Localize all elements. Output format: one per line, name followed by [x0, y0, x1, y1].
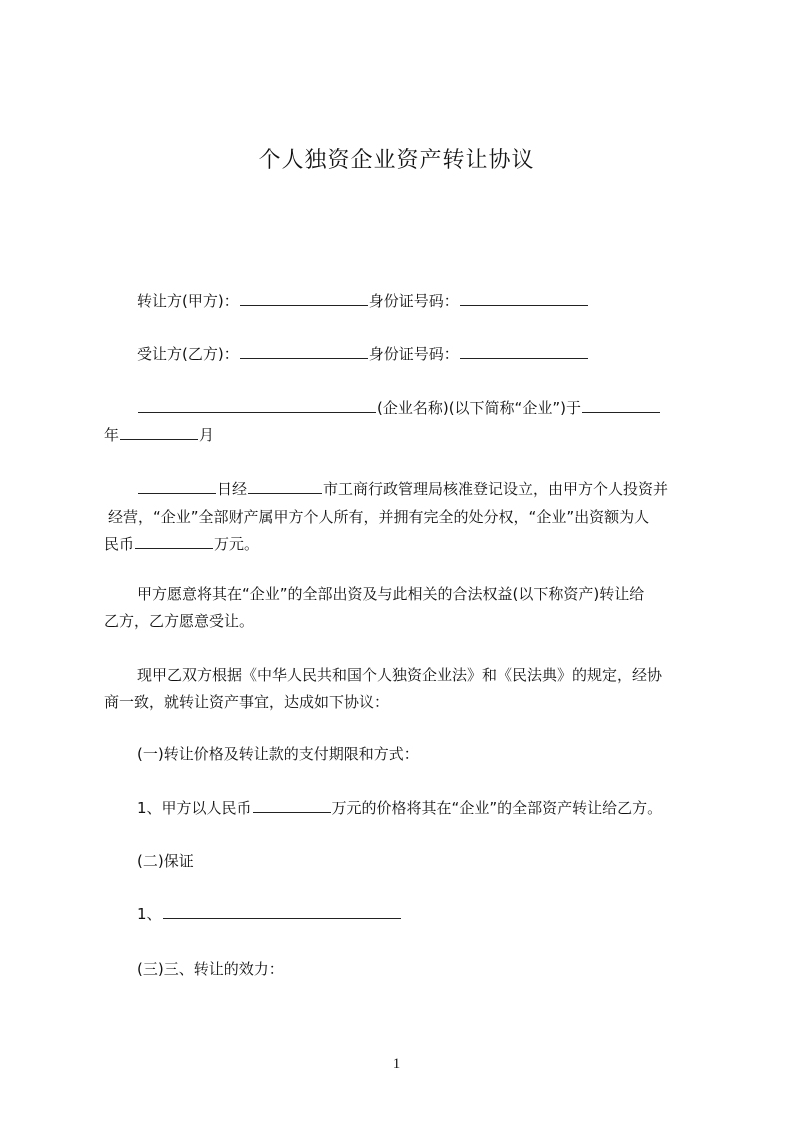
guarantee-prefix: 1、	[137, 905, 162, 923]
paragraph-1-line-1	[137, 398, 661, 418]
capital-amount-blank[interactable]	[135, 534, 213, 549]
day-label: 日经	[217, 480, 248, 498]
section-1-heading: (一)转让价格及转让款的支付期限和方式：	[137, 745, 419, 763]
paragraph-1-line-2	[104, 425, 214, 445]
capital-unit: 万元。	[214, 535, 260, 553]
day-blank[interactable]	[138, 479, 216, 494]
section-3-heading: (三)三、转让的效力：	[137, 960, 284, 978]
transferee-label: 受让方(乙方)：	[137, 345, 239, 363]
transferee-id-blank[interactable]	[460, 344, 588, 359]
transferor-id-blank[interactable]	[460, 291, 588, 306]
paragraph-2-line-1	[137, 479, 668, 499]
city-blank[interactable]	[248, 479, 322, 494]
company-name-text: (企业名称)(以下简称“企业”)于	[377, 399, 581, 417]
year-label: 年	[104, 426, 120, 444]
section-1-item-1	[137, 798, 662, 818]
company-name-blank[interactable]	[138, 398, 376, 413]
year-blank[interactable]	[582, 398, 660, 413]
transferee-id-label: 身份证号码：	[368, 345, 459, 363]
price-amount-blank[interactable]	[253, 798, 331, 813]
transferee-name-blank[interactable]	[240, 344, 368, 359]
paragraph-4-line-1: 现甲乙双方根据《中华人民共和国个人独资企业法》和《民法典》的规定，经协	[137, 666, 663, 684]
section-2-heading: (二)保证	[137, 852, 194, 870]
month-label: 月	[199, 426, 215, 444]
transferor-label: 转让方(甲方)：	[137, 292, 239, 310]
paragraph-2-line-3	[104, 534, 259, 554]
paragraph-3-line-1: 甲方愿意将其在“企业”的全部出资及与此相关的合法权益(以下称资产)转让给	[137, 585, 645, 603]
paragraph-4-line-2: 商一致，就转让资产事宜，达成如下协议：	[104, 693, 390, 711]
bureau-text: 市工商行政管理局核准登记设立，由甲方个人投资并	[323, 480, 669, 498]
rmb-label: 民币	[104, 535, 135, 553]
paragraph-3-line-2: 乙方，乙方愿意受让。	[104, 612, 255, 630]
transferor-line	[137, 291, 589, 311]
price-suffix: 万元的价格将其在“企业”的全部资产转让给乙方。	[331, 799, 663, 817]
transferee-line	[137, 344, 589, 364]
month-blank[interactable]	[120, 425, 198, 440]
page-number: 1	[392, 1056, 401, 1072]
paragraph-2-line-2: 经营，“企业”全部财产属甲方个人所有，并拥有完全的处分权，“企业”出资额为人	[108, 508, 650, 526]
price-prefix: 1、甲方以人民币	[137, 799, 252, 817]
document-title: 个人独资企业资产转让协议	[258, 148, 535, 173]
section-2-item-1	[137, 904, 402, 924]
transferor-id-label: 身份证号码：	[368, 292, 459, 310]
transferor-name-blank[interactable]	[240, 291, 368, 306]
guarantee-blank[interactable]	[163, 904, 401, 919]
